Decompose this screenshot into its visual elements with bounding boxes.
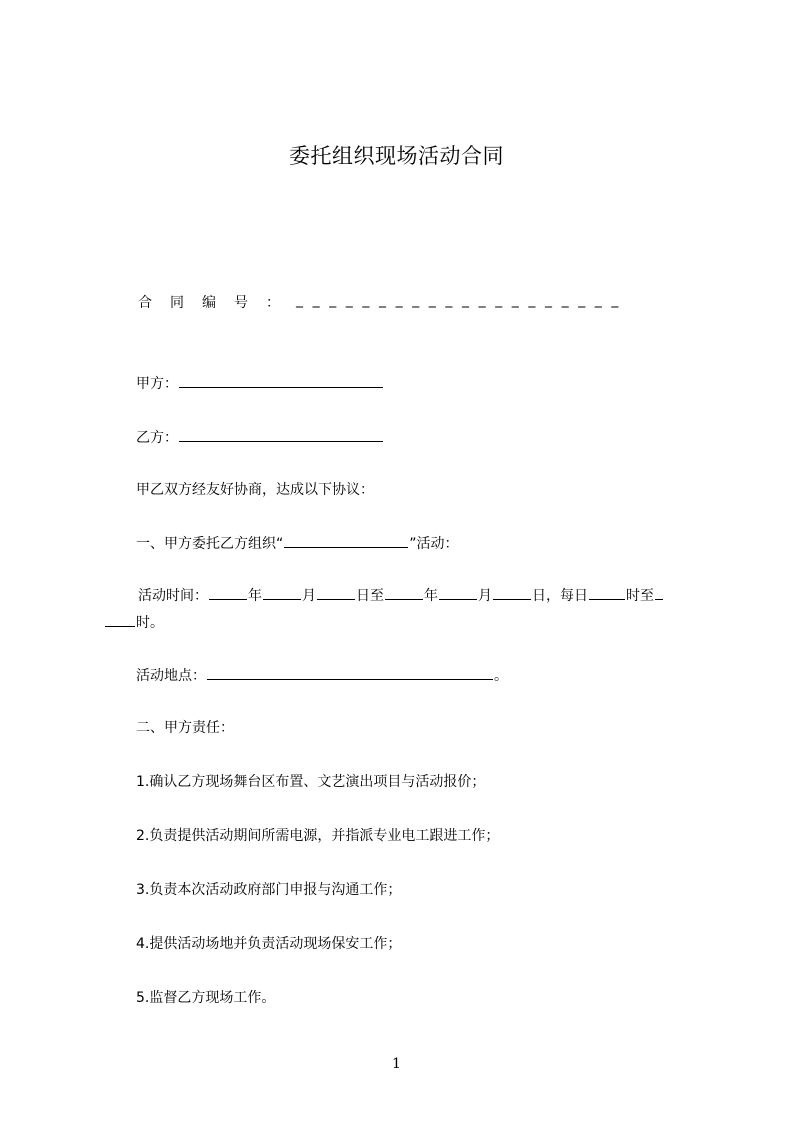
activity-name-blank [284,532,408,548]
duty-item-4: 4.提供活动场地并负责活动现场保安工作； [136,936,402,952]
month-blank-2 [439,584,477,600]
hour-label-2: 时。 [136,615,164,631]
activity-location-end: 。 [494,668,508,684]
party-a-blank [179,372,383,388]
activity-time-line [138,584,664,606]
day-blank-2 [493,584,531,600]
party-a-label: 甲方： [136,376,178,392]
duty-item-3: 3.负责本次活动政府部门申报与沟通工作； [136,882,402,898]
intro-line: 甲乙双方经友好协商，达成以下协议： [136,482,374,498]
activity-location-line [136,664,508,686]
contract-number-blank: ____________________ [296,292,628,308]
party-b-line [136,426,384,448]
year-label-1: 年 [248,588,262,604]
section-1-prefix: 一、甲方委托乙方组织“ [136,536,284,552]
hour-label-1: 时至 [626,588,654,604]
contract-number-line [138,292,628,312]
hour-blank-1 [589,584,625,600]
duty-item-2: 2.负责提供活动期间所需电源，并指派专业电工跟进工作； [136,828,500,844]
day-blank-1 [317,584,355,600]
hour-blank-2a [655,584,663,600]
party-b-blank [179,426,383,442]
party-b-label: 乙方： [136,430,178,446]
contract-number-label: 合同编号： [138,295,298,311]
hour-blank-2b [105,611,135,627]
activity-time-line-wrap [104,611,164,632]
month-blank-1 [263,584,301,600]
duty-item-1: 1.确认乙方现场舞台区布置、文艺演出项目与活动报价； [136,774,486,790]
section-2-title: 二、甲方责任： [136,720,234,736]
section-1-suffix: ”活动： [409,536,459,552]
month-label-1: 月 [302,588,316,604]
document-title: 委托组织现场活动合同 [289,144,504,168]
activity-time-label: 活动时间： [138,588,208,604]
activity-location-label: 活动地点： [136,668,206,684]
page-number: 1 [392,1056,401,1072]
activity-location-blank [207,664,493,680]
party-a-line [136,372,384,394]
year-label-2: 年 [424,588,438,604]
duty-item-5: 5.监督乙方现场工作。 [136,990,276,1006]
section-1-line [136,532,459,554]
year-blank-1 [209,584,247,600]
day-label-2: 日，每日 [532,588,588,604]
day-label-1: 日至 [356,588,384,604]
year-blank-2 [385,584,423,600]
month-label-2: 月 [478,588,492,604]
